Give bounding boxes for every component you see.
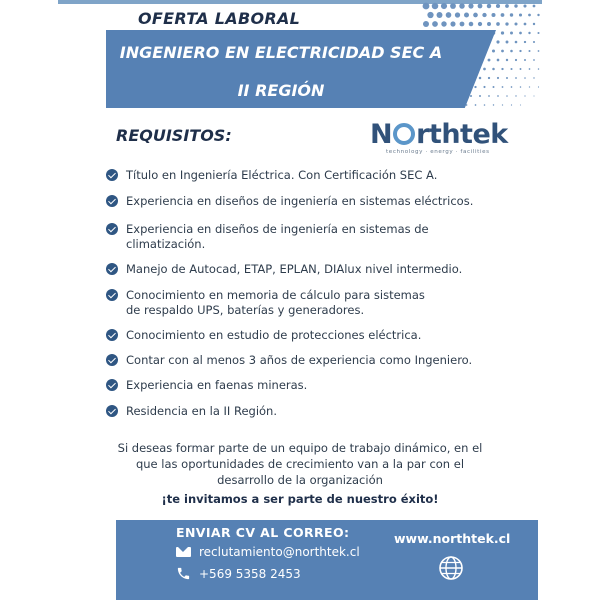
halftone-dot [464,13,469,18]
checkmark-icon [106,223,118,235]
offer-label: OFERTA LABORAL [138,9,301,28]
halftone-dot [492,49,495,52]
closing-message [90,440,510,507]
halftone-dot [483,68,486,71]
call-to-action: ¡te invitamos a ser parte de nuestro éxito! [161,492,439,506]
halftone-dot [492,68,495,71]
halftone-dot [501,13,505,17]
requirement-item [106,288,425,317]
requirement-text [126,262,462,277]
halftone-dot [520,86,522,88]
halftone-dot [432,3,439,10]
halftone-dot [488,59,491,62]
halftone-dot [496,22,500,26]
halftone-dot [487,22,491,26]
halftone-dot [510,68,512,70]
halftone-dot [432,21,438,27]
halftone-dot [524,95,525,96]
logo-ring-o [393,123,415,145]
halftone-dot [533,77,534,78]
requirement-text [126,328,421,343]
halftone-dot [478,4,483,9]
halftone-dot [538,50,540,52]
requirement-item [106,353,472,368]
halftone-dot [514,4,517,7]
halftone-dot [437,12,443,18]
job-title: INGENIERO EN ELECTRICIDAD SEC A [119,43,443,62]
halftone-dot [475,104,477,106]
checkmark-icon [106,263,118,275]
closing-line-2: que las oportunidades de crecimiento van a la par con el [135,457,465,471]
email-row[interactable] [176,545,360,559]
halftone-dot [469,22,474,27]
phone-row[interactable] [176,566,301,581]
halftone-dot [523,4,526,7]
halftone-dot [441,21,446,26]
halftone-dot [505,4,509,8]
halftone-dot [515,59,517,61]
halftone-dot [533,5,536,8]
halftone-dot [491,13,495,17]
halftone-dot [497,95,499,97]
checkmark-icon [106,329,118,341]
requirement-item [106,194,473,209]
requirement-line: Experiencia en diseños de ingeniería en sistemas eléctricos. [126,194,474,208]
halftone-dot [506,95,508,97]
halftone-dot [506,59,508,61]
halftone-dot [529,86,530,87]
halftone-dot [538,68,540,70]
halftone-dot [514,22,517,25]
halftone-dot [506,77,508,79]
requirement-text [126,353,472,368]
halftone-dot [515,41,518,44]
halftone-dot [524,41,526,43]
website-link[interactable]: www.northtek.cl [394,531,511,546]
halftone-dot [519,13,522,16]
checkmark-icon [106,379,118,391]
logo-letter-n: N [370,119,393,150]
logo-tagline: technology · energy · facilities [386,149,490,155]
halftone-dot [484,104,486,106]
halftone-dot [515,95,516,96]
halftone-dot [524,77,526,79]
logo-wordmark [370,120,510,149]
checkmark-icon [106,405,118,417]
halftone-dot [511,86,513,88]
halftone-dot [479,77,482,80]
halftone-dot [510,13,513,16]
requirement-text [126,378,307,393]
halftone-dot [533,41,535,43]
halftone-dot [423,21,429,27]
halftone-dot [515,77,517,79]
requirement-text [126,288,425,317]
checkmark-icon [106,195,118,207]
halftone-dot [502,86,504,88]
email-address[interactable]: reclutamiento@northtek.cl [199,545,360,559]
halftone-dot [493,104,494,105]
halftone-dot [528,50,530,52]
halftone-dot [450,3,456,9]
halftone-dot [501,50,504,53]
requirement-item [106,262,462,277]
halftone-dot [520,104,521,105]
globe-icon [438,555,464,581]
halftone-dot [519,50,521,52]
northtek-logo [370,120,510,160]
requirement-text [126,194,473,209]
closing-line-3: desarrollo de la organización [217,473,383,487]
halftone-dot [505,22,508,25]
checkmark-icon [106,169,118,181]
phone-number[interactable]: +569 5358 2453 [199,566,301,581]
requirement-line: Manejo de Autocad, ETAP, EPLAN, DIAlux nivel intermedio. [126,262,463,276]
halftone-dot [496,4,500,8]
halftone-dot [488,95,490,97]
halftone-dot [533,23,535,25]
halftone-dot [488,77,490,79]
halftone-dot [460,22,465,27]
halftone-dot [497,77,499,79]
requirement-text [126,222,429,251]
halftone-dot [497,59,500,62]
halftone-dot [468,3,473,8]
halftone-dot [506,41,509,44]
checkmark-icon [106,289,118,301]
envelope-icon [176,547,191,557]
requirement-line: climatización. [126,236,206,251]
halftone-dot [528,14,531,17]
requirement-line: Contar con al menos 3 años de experiencia como Ingeniero. [126,353,473,367]
halftone-dot [520,68,522,70]
logo-letters-rthtek: rthtek [416,119,508,150]
requirement-line: Residencia en la II Región. [126,404,277,418]
halftone-dot [501,68,503,70]
halftone-dot [446,12,452,18]
requirement-line: Título en Ingeniería Eléctrica. Con Certificación SEC A. [126,168,438,182]
halftone-dot [470,95,472,97]
halftone-dot [474,86,476,88]
halftone-dot [487,4,491,8]
requirement-line: de respaldo UPS, baterías y generadores. [126,302,365,317]
requirement-item [106,168,437,183]
halftone-dot [537,32,539,34]
halftone-dot [511,104,512,105]
requirement-item [106,378,307,393]
halftone-dot [537,14,539,16]
requirement-line: Conocimiento en memoria de cálculo para sistemas [126,288,425,302]
halftone-dot [524,59,526,61]
halftone-dot [533,95,534,96]
halftone-dot [482,13,486,17]
requirement-item [106,328,421,343]
checkmark-icon [106,354,118,366]
requirement-text [126,404,277,419]
halftone-dot [528,32,530,34]
halftone-dot [529,68,531,70]
halftone-dot [524,23,527,26]
halftone-dot [478,22,482,26]
halftone-dot [493,86,495,88]
halftone-dot [501,31,504,34]
requirement-line: Experiencia en diseños de ingeniería en sistemas de [126,222,429,236]
halftone-dot [479,95,481,97]
requirement-item [106,404,277,419]
halftone-dot [473,13,478,18]
halftone-dot [538,86,539,87]
halftone-dot [510,32,513,35]
requirement-line: Experiencia en faenas mineras. [126,378,308,392]
closing-line-1: Si deseas formar parte de un equipo de trabajo dinámico, en el [117,441,483,455]
job-region: II REGIÓN [237,81,325,100]
halftone-dot [519,32,522,35]
requirement-item [106,222,429,251]
halftone-dot [502,104,503,105]
halftone-dot [496,40,499,43]
requirements-heading: REQUISITOS: [116,126,232,145]
halftone-dot [459,3,465,9]
requirement-text [126,168,437,183]
halftone-dot [450,21,455,26]
halftone-dot [427,12,433,18]
halftone-dot [533,59,535,61]
halftone-dot [510,50,513,53]
send-cv-label: ENVIAR CV AL CORREO: [176,525,350,540]
halftone-dot [441,3,447,9]
requirement-line: Conocimiento en estudio de protecciones eléctrica. [126,328,422,342]
halftone-dot [483,86,485,88]
halftone-dot [455,12,460,17]
halftone-dot [423,3,430,10]
phone-icon [176,566,191,581]
